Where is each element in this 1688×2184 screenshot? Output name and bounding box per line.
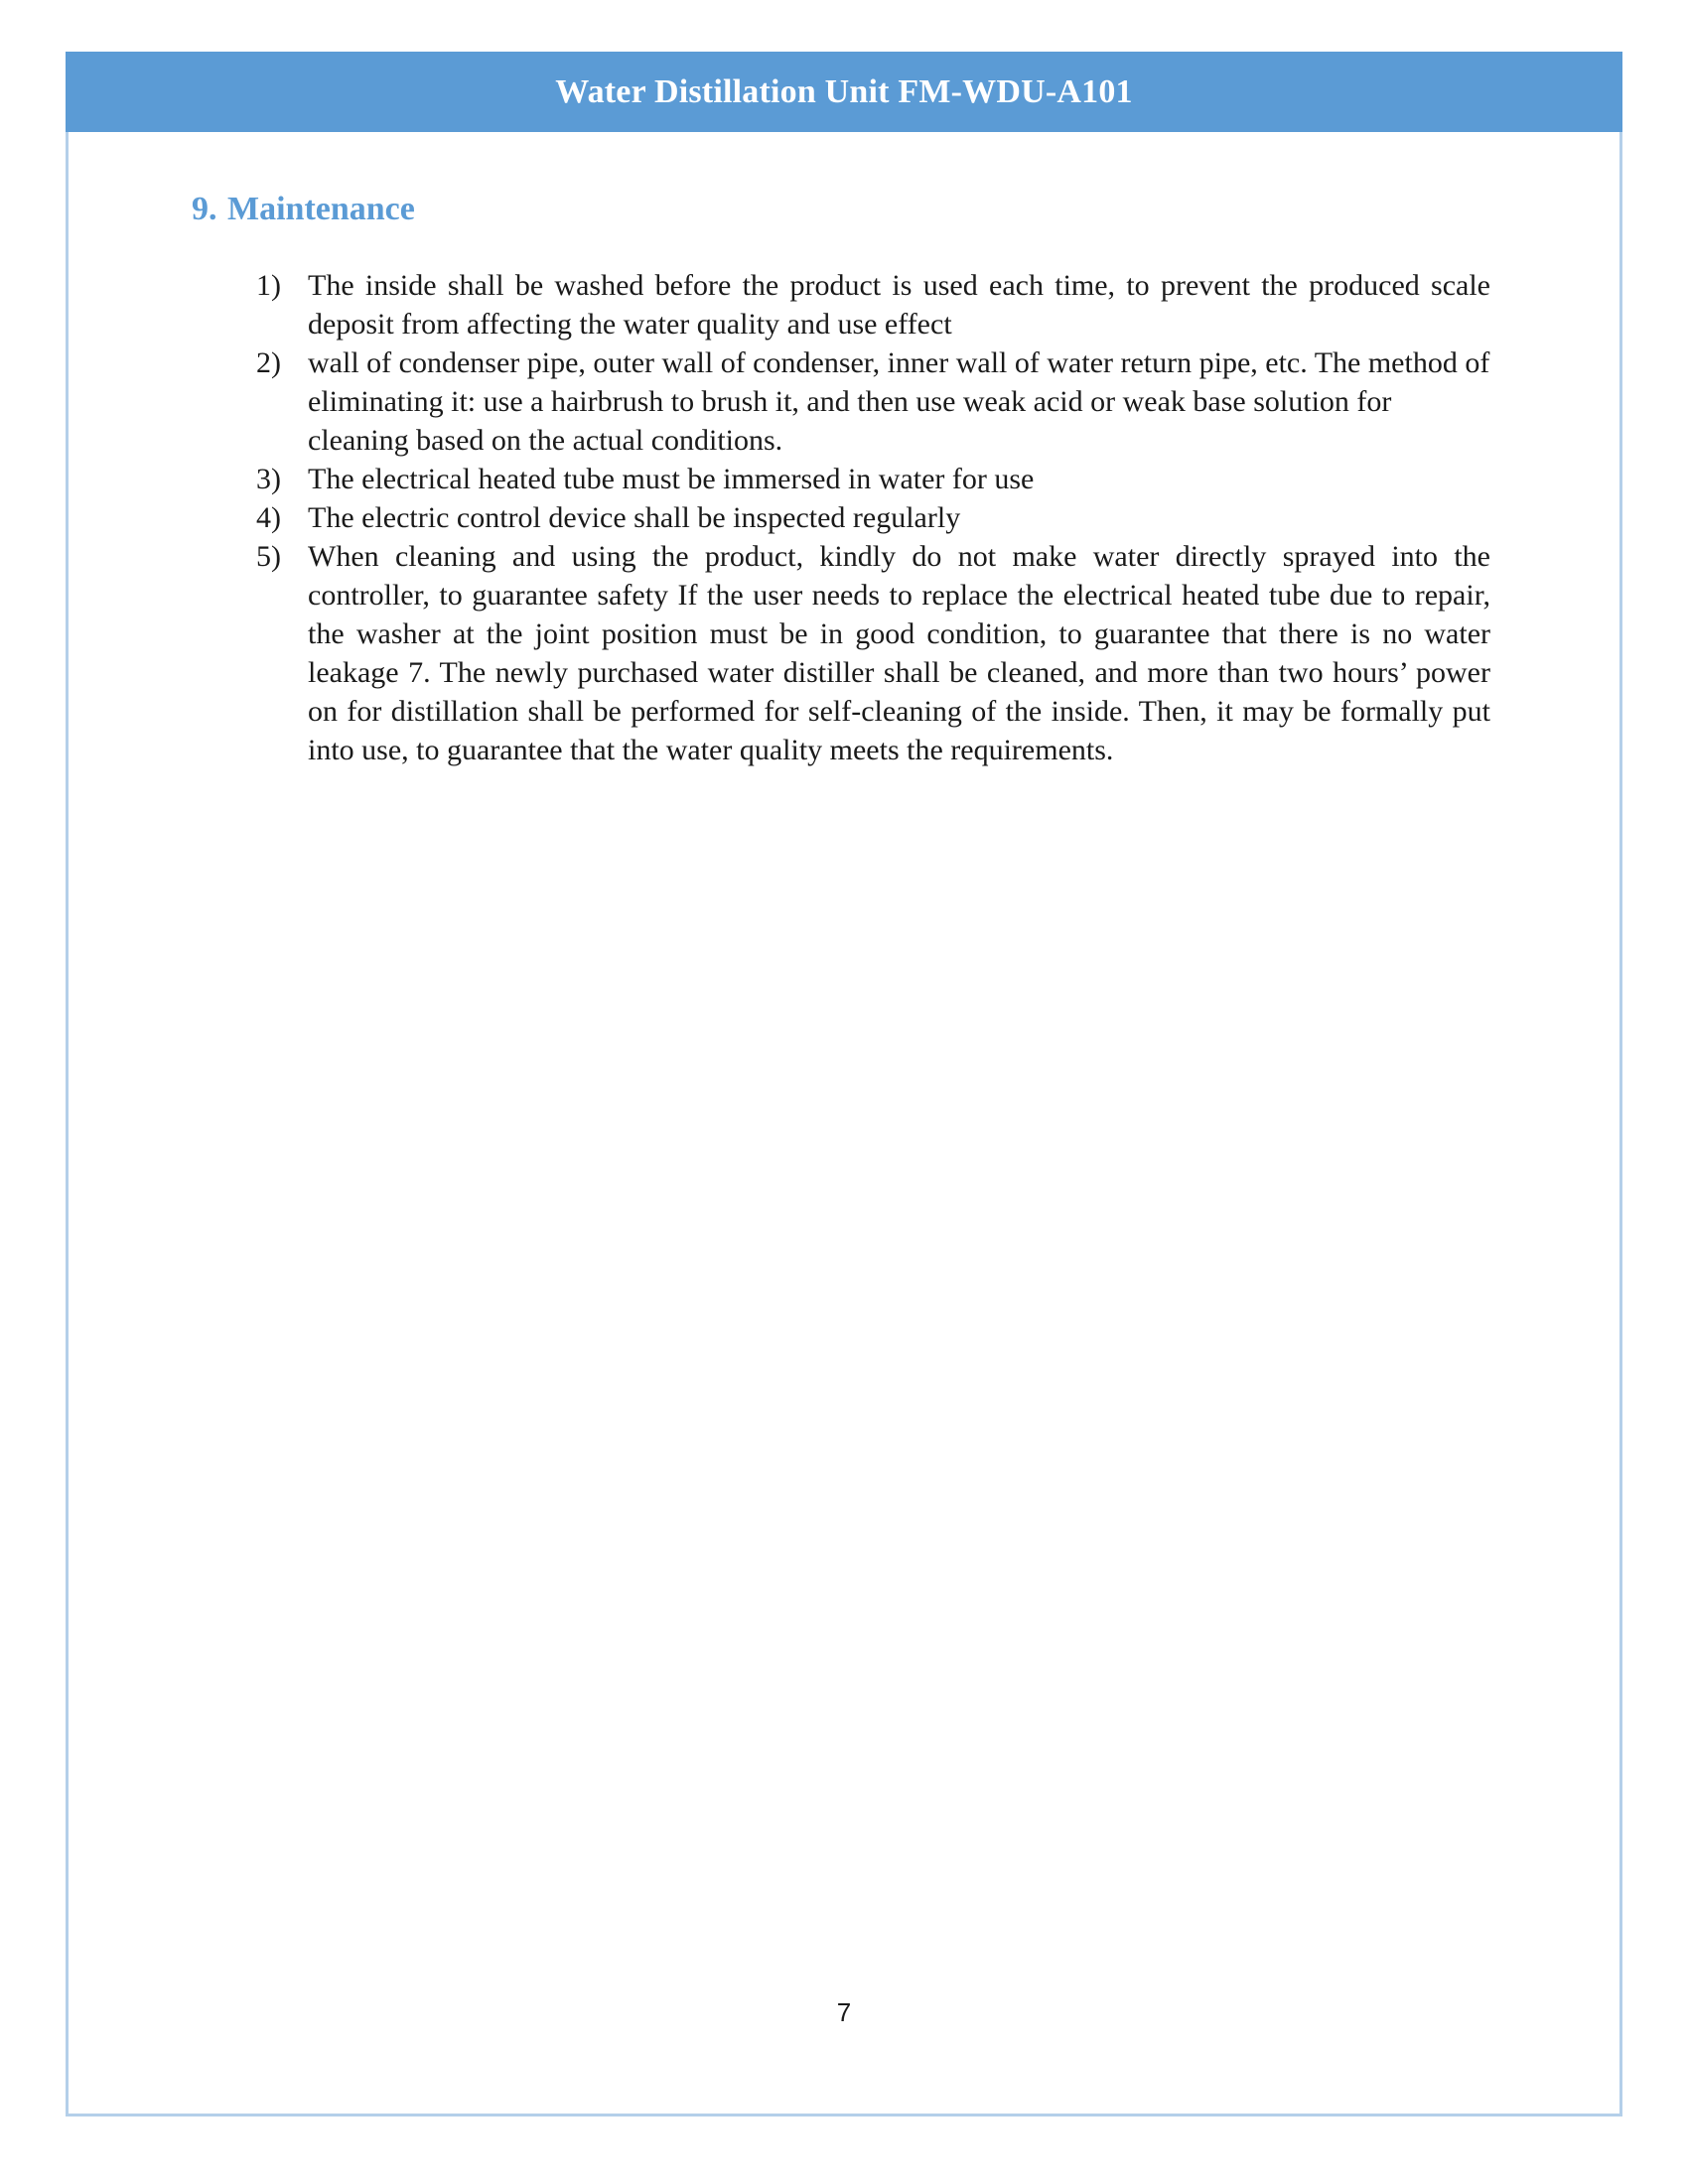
list-item-text: The electrical heated tube must be immersed in water for use (308, 463, 1035, 495)
section-title: Maintenance (227, 191, 415, 227)
maintenance-numbered-list (256, 266, 1490, 769)
list-item-text: wall of condenser pipe, outer wall of condenser, inner wall of water return pipe, etc. The method of eliminating it: use a hairbrush to brush it, and then use weak acid or weak base solution for cleaning based on the actual conditions. (308, 346, 1490, 457)
list-item-marker: 2) (256, 346, 281, 379)
running-header-title: Water Distillation Unit FM-WDU-A101 (555, 72, 1133, 110)
list-item (256, 498, 1490, 537)
running-header-band (66, 52, 1622, 132)
list-item-marker: 1) (256, 269, 281, 302)
list-item (256, 537, 1490, 769)
list-item (256, 266, 1490, 343)
list-item-text: When cleaning and using the product, kindly do not make water directly sprayed into the controller, to guarantee safety If the user needs to replace the electrical heated tube due to repair, the washer at the joint position must be in good condition, to guarantee that there is no water leakage 7. The newly purchased water distiller shall be cleaned, and more than two hours’ power on for distillation shall be performed for self-cleaning of the inside. Then, it may be formally put into use, to guarantee that the water quality meets the requirements. (308, 540, 1490, 766)
section-heading (192, 191, 415, 227)
list-item (256, 460, 1490, 498)
list-item-marker: 3) (256, 463, 281, 495)
list-item-text: The electric control device shall be inspected regularly (308, 501, 961, 534)
list-item-marker: 4) (256, 501, 281, 534)
page-content-area (69, 135, 1619, 2114)
list-item-text: The inside shall be washed before the product is used each time, to prevent the produced scale deposit from affecting the water quality and use effect (308, 269, 1490, 341)
list-item-marker: 5) (256, 540, 281, 573)
list-item (256, 343, 1490, 460)
section-number: 9. (192, 191, 217, 227)
page-number: 7 (836, 1997, 852, 2027)
